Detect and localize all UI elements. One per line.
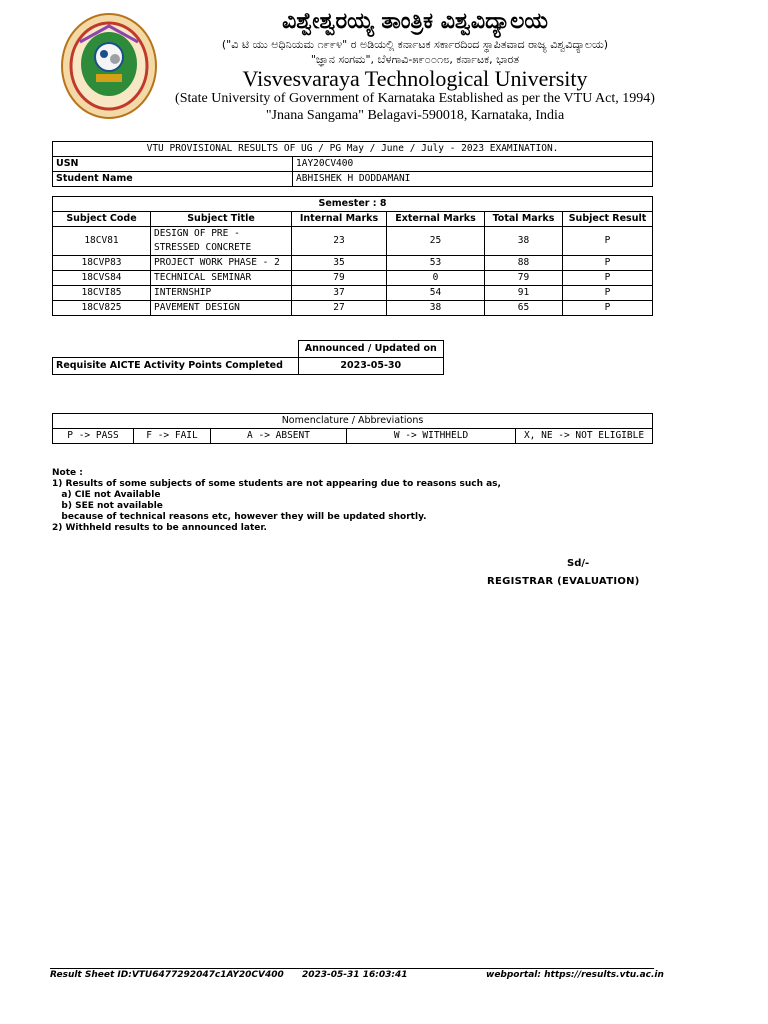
internal-marks: 35 [292, 256, 387, 271]
note-line: b) SEE not available [52, 501, 163, 511]
subject-title: PROJECT WORK PHASE - 2 [151, 256, 292, 271]
usn-value: 1AY20CV400 [293, 157, 653, 172]
col-subject-code: Subject Code [53, 212, 151, 227]
external-marks: 38 [387, 301, 485, 316]
col-external-marks: External Marks [387, 212, 485, 227]
result-sheet-id: Result Sheet ID:VTU6477292047c1AY20CV400 [50, 970, 284, 980]
student-name-value: ABHISHEK H DODDAMANI [293, 172, 653, 187]
usn-label: USN [53, 157, 293, 172]
aicte-empty-cell [53, 341, 299, 358]
table-row [53, 227, 653, 256]
total-marks: 79 [485, 271, 563, 286]
subject-result: P [563, 271, 653, 286]
note-line: because of technical reasons etc, however they will be updated shortly. [52, 512, 427, 522]
subject-code: 18CVP83 [53, 256, 151, 271]
abbr-fail: F -> FAIL [134, 429, 211, 444]
col-internal-marks: Internal Marks [292, 212, 387, 227]
student-name-label: Student Name [53, 172, 293, 187]
university-name-kannada: ವಿಶ್ವೇಶ್ವರಯ್ಯ ತಾಂತ್ರಿಕ ವಿಶ್ವವಿದ್ಯಾಲಯ [282, 9, 548, 34]
col-subject-result: Subject Result [563, 212, 653, 227]
external-marks: 54 [387, 286, 485, 301]
student-info-table [52, 141, 653, 187]
aicte-label: Requisite AICTE Activity Points Completed [53, 358, 299, 375]
nomenclature-table [52, 413, 653, 444]
university-subtitle-english: (State University of Government of Karnataka Established as per the VTU Act, 1994) [175, 91, 655, 106]
subject-code: 18CV81 [53, 227, 151, 256]
footer-webportal: webportal: https://results.vtu.ac.in [486, 970, 664, 980]
subject-code: 18CV825 [53, 301, 151, 316]
nomenclature-title: Nomenclature / Abbreviations [53, 414, 653, 429]
external-marks: 25 [387, 227, 485, 256]
exam-title: VTU PROVISIONAL RESULTS OF UG / PG May / June / July - 2023 EXAMINATION. [53, 142, 653, 157]
internal-marks: 27 [292, 301, 387, 316]
university-address-kannada: "ಜ್ಞಾನ ಸಂಗಮ", ಬೆಳಗಾವಿ-೫೯೦೦೧೮, ಕರ್ನಾಟಕ, ಭಾರತ [310, 53, 520, 66]
note-heading: Note : [52, 468, 83, 478]
internal-marks: 79 [292, 271, 387, 286]
subject-code: 18CVI85 [53, 286, 151, 301]
subject-result: P [563, 256, 653, 271]
abbr-pass: P -> PASS [53, 429, 134, 444]
table-row [53, 256, 653, 271]
subject-result: P [563, 301, 653, 316]
table-row [53, 271, 653, 286]
total-marks: 91 [485, 286, 563, 301]
subject-title: DESIGN OF PRE - STRESSED CONCRETE [151, 227, 292, 256]
note-line: 2) Withheld results to be announced later. [52, 523, 267, 533]
footer-divider [50, 968, 654, 969]
internal-marks: 23 [292, 227, 387, 256]
university-subtitle-kannada: ("ವಿ ಟಿ ಯು ಅಧಿನಿಯಮ ೧೯೯೪" ರ ಅಡಿಯಲ್ಲಿ ಕರ್ನಾಟಕ ಸರ್ಕಾರದಿಂದ ಸ್ಥಾಪಿತವಾದ ರಾಜ್ಯ ವಿಶ್ವವಿದ್ಯಾಲಯ) [221, 38, 609, 51]
table-row [53, 286, 653, 301]
total-marks: 88 [485, 256, 563, 271]
col-subject-title: Subject Title [151, 212, 292, 227]
external-marks: 53 [387, 256, 485, 271]
semester-label: Semester : 8 [53, 197, 653, 212]
external-marks: 0 [387, 271, 485, 286]
total-marks: 65 [485, 301, 563, 316]
abbr-not-eligible: X, NE -> NOT ELIGIBLE [516, 429, 653, 444]
subject-title: INTERNSHIP [151, 286, 292, 301]
signature: Sd/- [567, 558, 590, 569]
footer-timestamp: 2023-05-31 16:03:41 [302, 970, 408, 980]
university-address-english: "Jnana Sangama" Belagavi-590018, Karnataka, India [265, 108, 565, 123]
note-line: 1) Results of some subjects of some students are not appearing due to reasons such as, [52, 479, 501, 489]
registrar-title: REGISTRAR (EVALUATION) [487, 576, 640, 587]
subject-code: 18CVS84 [53, 271, 151, 286]
notes-block [52, 468, 652, 534]
abbr-withheld: W -> WITHHELD [347, 429, 516, 444]
university-name-english: Visvesvaraya Technological University [242, 66, 588, 91]
note-line: a) CIE not Available [52, 490, 161, 500]
subject-title: PAVEMENT DESIGN [151, 301, 292, 316]
results-table [52, 196, 653, 316]
subject-result: P [563, 227, 653, 256]
results-header-row [53, 212, 653, 227]
total-marks: 38 [485, 227, 563, 256]
subject-result: P [563, 286, 653, 301]
col-total-marks: Total Marks [485, 212, 563, 227]
abbr-absent: A -> ABSENT [211, 429, 347, 444]
aicte-table [52, 340, 444, 375]
internal-marks: 37 [292, 286, 387, 301]
university-logo [60, 12, 158, 120]
announced-label: Announced / Updated on [298, 341, 444, 358]
aicte-date: 2023-05-30 [298, 358, 444, 375]
subject-title: TECHNICAL SEMINAR [151, 271, 292, 286]
table-row [53, 301, 653, 316]
